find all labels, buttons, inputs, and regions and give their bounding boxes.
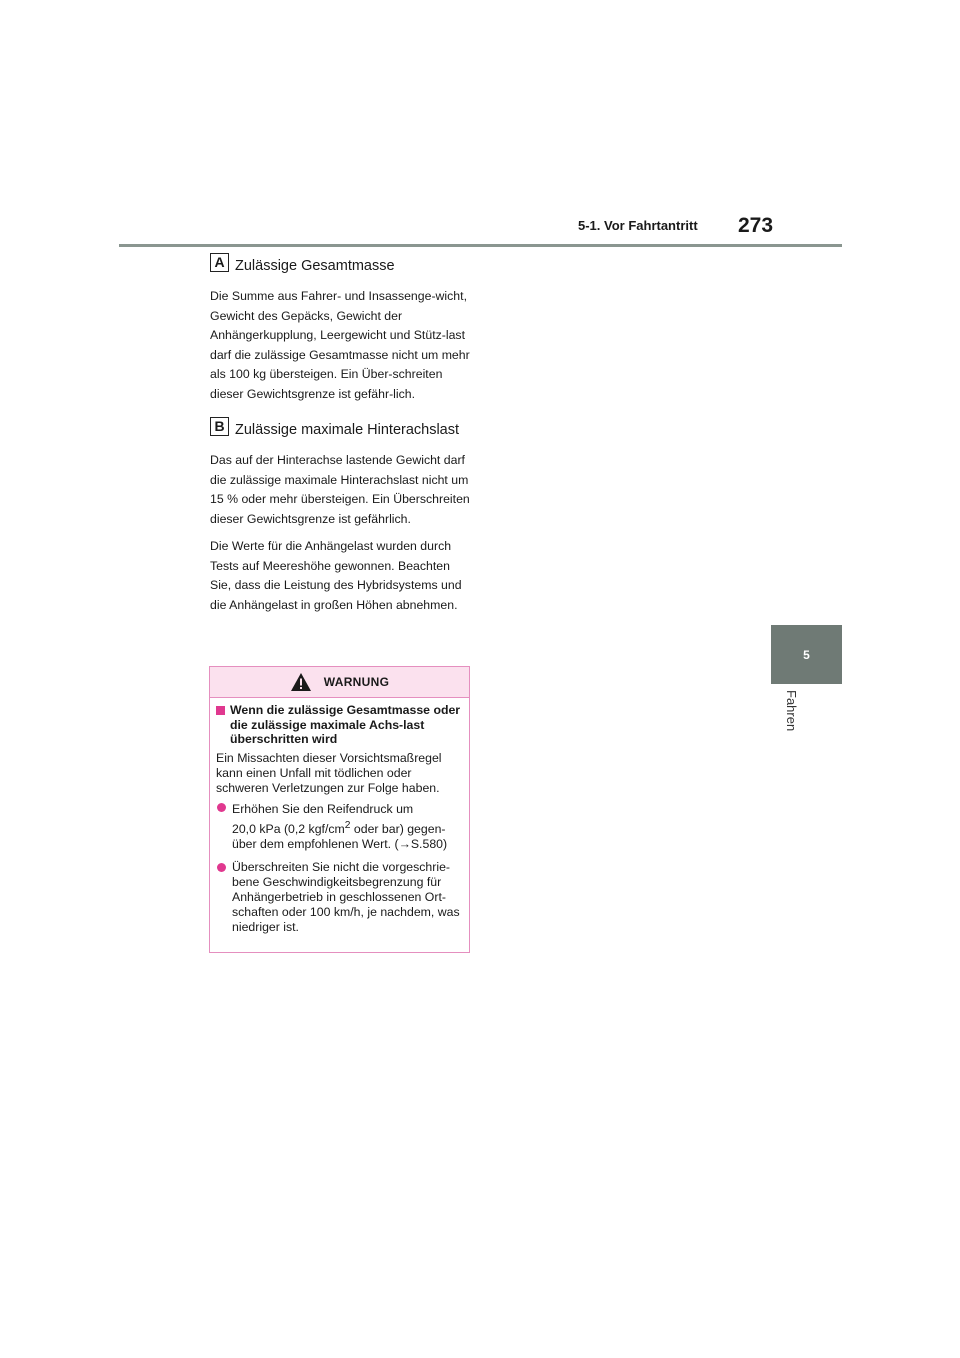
chapter-label-text: Fahren xyxy=(784,690,799,732)
letter-a-box: A xyxy=(210,253,229,272)
page-number: 273 xyxy=(738,214,774,237)
header-section: 5-1. Vor Fahrtantritt xyxy=(578,218,698,233)
warning-title: WARNUNG xyxy=(323,675,390,689)
warning-header xyxy=(210,667,469,698)
warning-bullet-2 xyxy=(216,860,463,935)
item-a-paragraph: Die Summe aus Fahrer- und Insassenge-wicht, Gewicht des Gepäcks, Gewicht der Anhängerkupplung, Leergewicht und Stütz-last darf die zulässige Gesamtmasse nicht um mehr als 100 kg übersteigen. Ein Über-schreiten dieser Gewichtsgrenze ist gefähr-lich. xyxy=(210,289,470,401)
chapter-tab: 5 xyxy=(771,625,842,684)
content xyxy=(210,253,470,623)
arrow-right-icon: → xyxy=(398,836,411,851)
bullet-1-line-2 xyxy=(232,818,463,852)
item-b-paragraph-2: Die Werte für die Anhängelast wurden durch Tests auf Meereshöhe gewonnen. Beachten Sie, dass die Leistung des Hybridsystems und die Anhängelast in großen Höhen abnehmen. xyxy=(210,539,462,612)
item-b-heading xyxy=(210,417,470,438)
bullet-1-line-1: Erhöhen Sie den Reifendruck um xyxy=(232,801,414,816)
warning-heading: Wenn die zulässige Gesamtmasse oder die zulässige maximale Achs-last überschritten wird xyxy=(230,703,461,746)
warning-box xyxy=(209,666,470,953)
item-a xyxy=(210,253,470,404)
chapter-label xyxy=(776,690,816,750)
warning-bullet-1 xyxy=(216,800,463,852)
bullet-1-pre: 20,0 kPa (0,2 kgf/cm xyxy=(232,821,345,836)
item-a-title: Zulässige Gesamtmasse xyxy=(235,258,395,274)
warning-intro: Ein Missachten dieser Vorsichtsmaßregel kann einen Unfall mit tödlichen oder schweren Verletzungen zur Folge haben. xyxy=(216,750,442,795)
letter-b-box: B xyxy=(210,417,229,436)
square-bullet-icon xyxy=(216,706,225,715)
item-b-title: Zulässige maximale Hinterachslast xyxy=(235,422,460,438)
bullet-1-superscript: 2 xyxy=(344,819,351,831)
header-rule xyxy=(119,244,842,247)
bullet-1-post: oder bar) gegen-über dem empfohlenen Wert. ( xyxy=(232,821,446,851)
item-b-paragraph-1: Das auf der Hinterachse lastende Gewicht darf die zulässige maximale Hinterachslast nicht um 15 % oder mehr übersteigen. Ein Überschreiten dieser Gewichtsgrenze ist gefährlich. xyxy=(210,453,470,526)
item-b xyxy=(210,417,470,615)
warning-body xyxy=(210,698,469,935)
bullet-1-page-ref: S.580) xyxy=(410,836,448,851)
warning-heading-item xyxy=(216,703,463,747)
item-a-heading xyxy=(210,253,470,274)
dot-bullet-icon xyxy=(217,803,226,812)
dot-bullet-icon xyxy=(217,863,226,872)
bullet-2-text: Überschreiten Sie nicht die vorgeschrie-bene Geschwindigkeitsbegrenzung für Anhängerbetrieb in geschlossenen Ort-schaften oder 100 km/h, je nachdem, was niedriger ist. xyxy=(232,859,460,934)
warning-triangle-icon xyxy=(290,672,312,692)
